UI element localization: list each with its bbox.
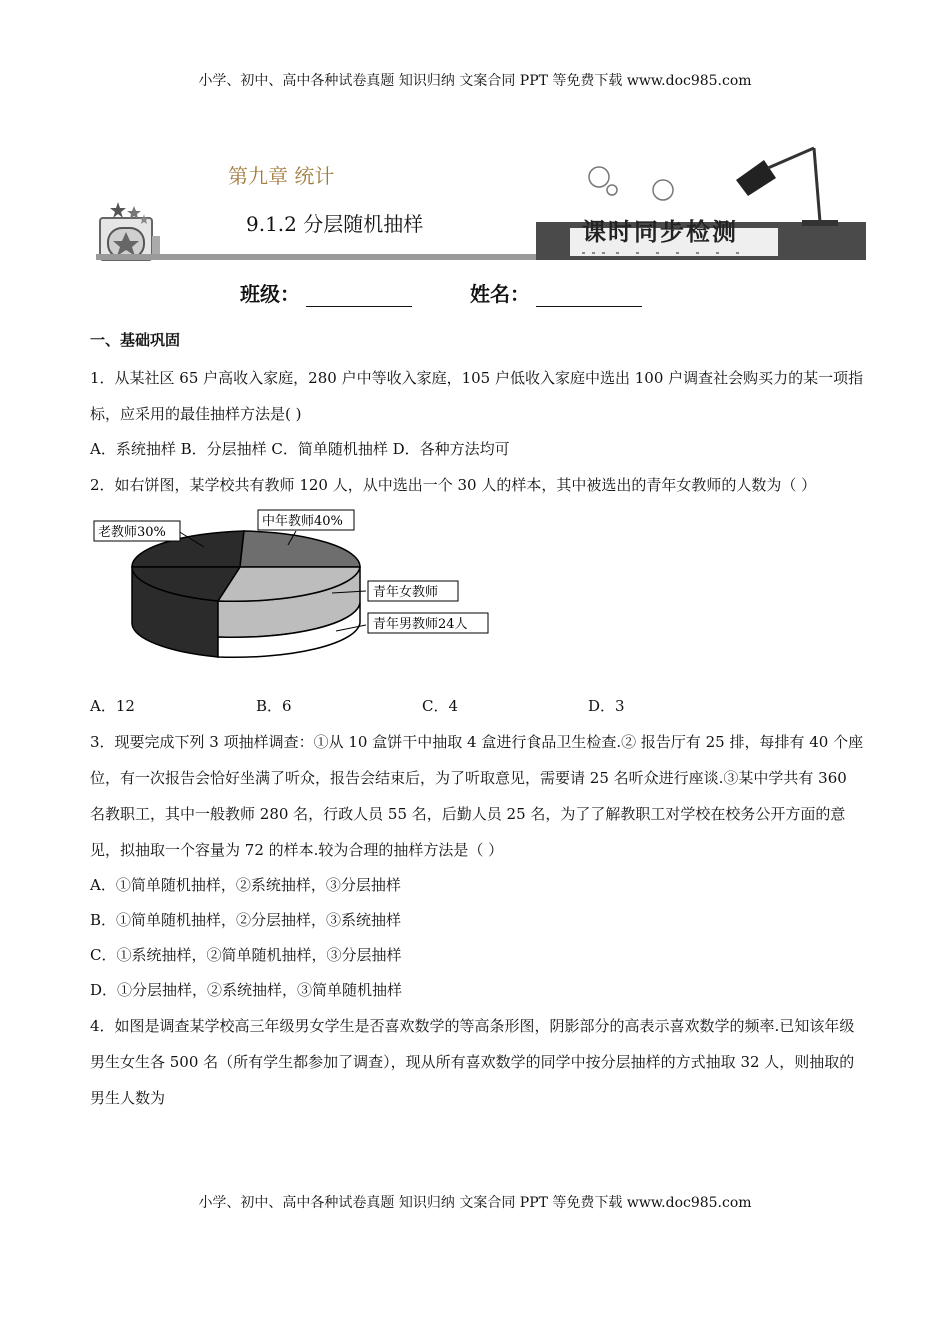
question-4: 4．如图是调查某学校高三年级男女学生是否喜欢数学的等高条形图，阴影部分的高表示喜欢数学的频率.已知该年级男生女生各 500 名（所有学生都参加了调查），现从所有喜欢数学的同学中按分层抽样的方式抽取 32 人，则抽取的男生人数为 (90, 1017, 855, 1107)
banner-badge-text: 课时同步检测 (582, 218, 738, 246)
page-footer: 小学、初中、高中各种试卷真题 知识归纳 文案合同 PPT 等免费下载 www.doc985.com (198, 1195, 752, 1211)
option-c: C．4 (422, 697, 459, 715)
section-title: 9.1.2 分层随机抽样 (246, 212, 424, 236)
question-1: 1．从某社区 65 户高收入家庭，280 户中等收入家庭，105 户低收入家庭中选出 100 户调查社会购买力的某一项指标，应采用的最佳抽样方法是( ) (90, 369, 864, 423)
document-body (90, 328, 865, 1116)
banner-graphic (96, 140, 866, 270)
chapter-title: 第九章 统计 (228, 164, 335, 188)
section-heading: 一、基础巩固 (90, 331, 181, 349)
slice-label-old: 老教师30% (98, 525, 166, 540)
question-3-option-d: D．①分层抽样，②系统抽样，③简单随机抽样 (90, 981, 403, 999)
slice-label-young-male: 青年男教师24人 (373, 617, 468, 632)
question-3-option-a: A．①简单随机抽样，②系统抽样，③分层抽样 (90, 876, 401, 894)
class-label: 班级： (240, 282, 300, 306)
question-3-option-c: C．①系统抽样，②简单随机抽样，③分层抽样 (90, 946, 402, 964)
pie-slice-middle (240, 531, 360, 567)
slice-label-middle: 中年教师40% (262, 514, 343, 529)
name-field (470, 278, 642, 307)
option-a: A．12 (90, 697, 135, 715)
question-3-option-b: B．①简单随机抽样，②分层抽样，③系统抽样 (90, 911, 402, 929)
class-field (240, 278, 412, 307)
option-d: D．3 (588, 697, 625, 715)
question-2: 2．如右饼图，某学校共有教师 120 人，从中选出一个 30 人的样本，其中被选出的青年女教师的人数为（ ） (90, 476, 817, 494)
question-2-options (90, 688, 865, 724)
pie-chart (90, 507, 490, 682)
name-label: 姓名： (470, 282, 530, 306)
option-b: B．6 (256, 697, 292, 715)
class-blank (306, 286, 412, 307)
question-1-options: A．系统抽样 B．分层抽样 C．简单随机抽样 D．各种方法均可 (90, 440, 510, 458)
page-header: 小学、初中、高中各种试卷真题 知识归纳 文案合同 PPT 等免费下载 www.doc985.com (198, 73, 752, 89)
slice-label-young-female: 青年女教师 (373, 585, 439, 600)
question-3: 3．现要完成下列 3 项抽样调查：①从 10 盒饼干中抽取 4 盒进行食品卫生检查.② 报告厅有 25 排，每排有 40 个座位，有一次报告会恰好坐满了听众，报告会结束后，为了听取意见，需要请 25 名听众进行座谈.③某中学共有 360 名教职工，其中一般教师 280 名，行政人员 55 名，后勤人员 25 名，为了了解教职工对学校在校务公开方面的意见，拟抽取一个容量为 72 的样本.较为合理的抽样方法是（ ） (90, 733, 864, 859)
trophy-star-icon (100, 202, 160, 260)
name-blank (536, 286, 642, 307)
